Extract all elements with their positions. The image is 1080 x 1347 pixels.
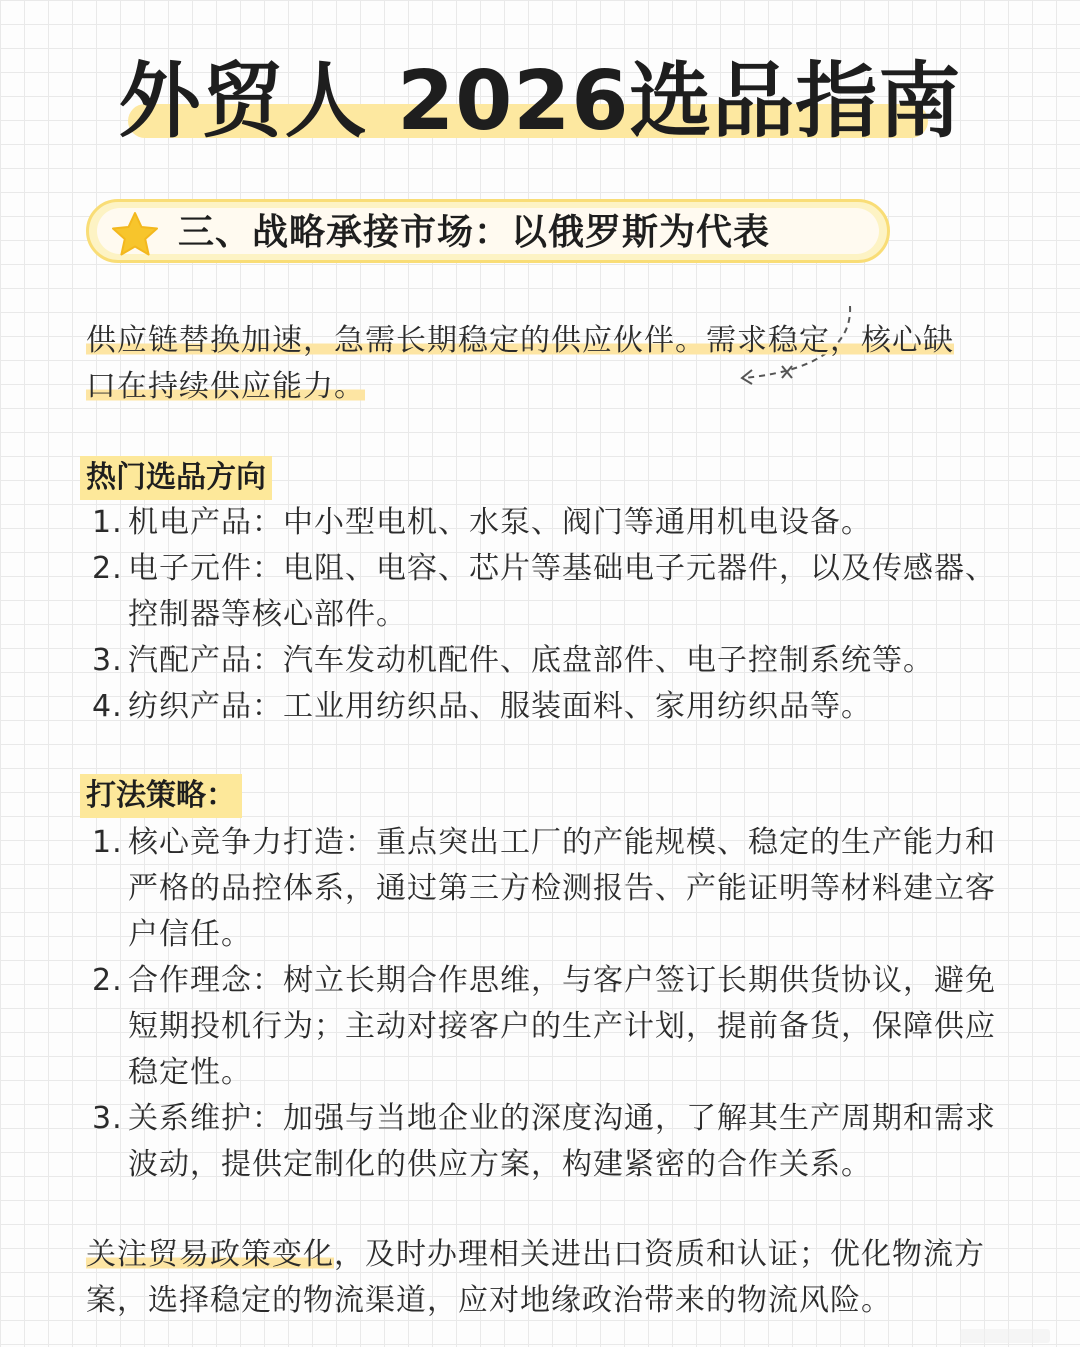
closing-text: ，及时办理相关进出口资质和认证；优化物流方案，选择稳定的物流渠道，应对地缘政治带来的物流风险。 [86, 1237, 985, 1318]
star-icon [110, 210, 160, 258]
list-item: 1. 核心竞争力打造：重点突出工厂的产能规模、稳定的生产能力和严格的品控体系，通过第三方检测报告、产能证明等材料建立客户信任。 [92, 825, 996, 952]
closing-paragraph [86, 1232, 998, 1324]
hot-products-list [92, 500, 1002, 730]
watermark [960, 1329, 1050, 1343]
intro-line-2: 口在持续供应能力。 [86, 369, 365, 404]
intro-paragraph [86, 318, 1006, 410]
list-item: 3. 关系维护：加强与当地企业的深度沟通，了解其生产周期和需求波动，提供定制化的供应方案，构建紧密的合作关系。 [92, 1101, 996, 1182]
hot-products-heading: 热门选品方向 [80, 456, 272, 500]
closing-highlight: 关注贸易政策变化 [86, 1237, 334, 1272]
page-title: 外贸人 2026选品指南 [118, 54, 962, 149]
strategy-heading: 打法策略： [80, 774, 242, 818]
intro-line-1: 供应链替换加速，急需长期稳定的供应伙伴。需求稳定，核心缺 [86, 323, 954, 358]
list-item: 4. 纺织产品：工业用纺织品、服装面料、家用纺织品等。 [92, 689, 872, 724]
list-item: 2. 合作理念：树立长期合作思维，与客户签订长期供货协议，避免短期投机行为；主动对接客户的生产计划，提前备货，保障供应稳定性。 [92, 963, 996, 1090]
section-title: 三、战略承接市场：以俄罗斯为代表 [178, 212, 771, 253]
list-item: 2. 电子元件：电阻、电容、芯片等基础电子元器件，以及传感器、控制器等核心部件。 [92, 551, 996, 632]
list-item: 3. 汽配产品：汽车发动机配件、底盘部件、电子控制系统等。 [92, 643, 934, 678]
title-container [0, 52, 1080, 152]
strategy-list [92, 820, 1002, 1188]
list-item: 1. 机电产品：中小型电机、水泵、阀门等通用机电设备。 [92, 505, 872, 540]
